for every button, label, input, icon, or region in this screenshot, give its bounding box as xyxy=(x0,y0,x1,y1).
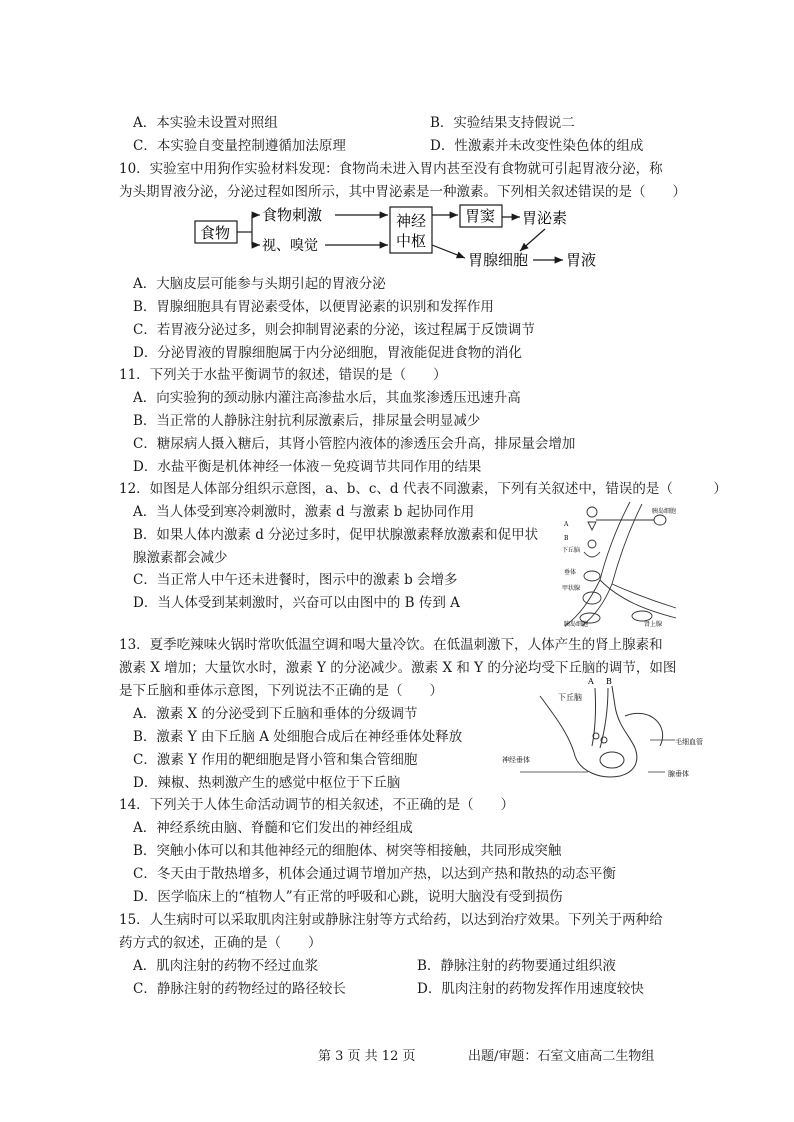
q9-option-a: A．本实验未设置对照组 xyxy=(133,115,278,131)
q12-stem: 12．如图是人体部分组织示意图，a、b、c、d 代表不同激素，下列有关叙述中，错误的是（ ） xyxy=(119,481,727,497)
fig12-label-a: A xyxy=(564,521,569,528)
q14-option-c: C．冬天由于散热增多，机体会通过调节增加产热，以达到产热和散热的动态平衡 xyxy=(133,866,616,882)
q13-option-a: A．激素 X 的分泌受到下丘脑和垂体的分级调节 xyxy=(133,706,418,722)
q10-flow-diagram xyxy=(190,203,610,273)
q12-option-b-line2: 腺激素都会减少 xyxy=(133,550,228,566)
q10-option-c: C．若胃液分泌过多，则会抑制胃泌素的分泌，该过程属于反馈调节 xyxy=(133,322,535,338)
fig13-label-b: B xyxy=(606,677,612,686)
q9-option-c: C．本实验自变量控制遵循加法原理 xyxy=(133,138,346,154)
center-label-2: 中枢 xyxy=(396,232,427,250)
fig13-hypothalamus: 下丘脑 xyxy=(558,693,582,702)
q11-option-c: C．糖尿病人摄入糖后，其肾小管腔内液体的渗透压会升高，排尿量会增加 xyxy=(133,436,576,452)
q15-stem-line1: 15．人生病时可以采取肌肉注射或静脉注射等方式给药，以达到治疗效果。下列关于两种给 xyxy=(119,912,663,928)
q15-option-b: B．静脉注射的药物要通过组织液 xyxy=(417,958,616,974)
page-number: 第 3 页 共 12 页 xyxy=(318,1049,416,1064)
fig13-neurohypophysis: 神经垂体 xyxy=(502,756,530,764)
q11-option-d: D．水盐平衡是机体神经一体液－免疫调节共同作用的结果 xyxy=(133,459,482,475)
q12-option-a: A．当人体受到寒冷刺激时，激素 d 与激素 b 起协同作用 xyxy=(133,504,475,520)
q13-stem-line2: 激素 X 增加；大量饮水时，激素 Y 的分泌减少。激素 X 和 Y 的分泌均受下丘脑的调节，如图 xyxy=(119,660,677,676)
q13-stem-line3: 是下丘脑和垂体示意图，下列说法不正确的是（ ） xyxy=(119,683,443,699)
q15-stem-line2: 药方式的叙述，正确的是（ ） xyxy=(119,935,322,951)
q12-option-b-line1: B．如果人体内激素 d 分泌过多时，促甲状腺激素释放激素和促甲状 xyxy=(133,527,539,543)
q10-stem-line1: 10．实验室中用狗作实验材料发现：食物尚未进入胃内甚至没有食物就可引起胃液分泌，称 xyxy=(119,161,663,177)
q10-option-b: B．胃腺细胞具有胃泌素受体，以便胃泌素的识别和发挥作用 xyxy=(133,299,494,315)
fig13-label-a: A xyxy=(588,677,594,686)
q10-option-a: A．大脑皮层可能参与头期引起的胃液分泌 xyxy=(133,276,386,292)
fig12-label-b: B xyxy=(564,535,569,542)
q15-option-c: C．静脉注射的药物经过的路径较长 xyxy=(133,981,346,997)
fig12-pituitary: 垂体 xyxy=(564,569,577,576)
q14-option-d: D．医学临床上的“植物人”有正常的呼吸和心跳，说明大脑没有受到损伤 xyxy=(133,889,563,905)
q13-option-d: D．辣椒、热刺激产生的感觉中枢位于下丘脑 xyxy=(133,775,401,791)
fig13-adenohypophysis: 腺垂体 xyxy=(668,770,689,778)
fig12-pancreas: 胰岛细胞 xyxy=(564,621,589,628)
sight-smell-label: 视、嗅觉 xyxy=(262,238,318,254)
q11-option-b: B．当正常的人静脉注射抗利尿激素后，排尿量会明显减少 xyxy=(133,413,481,429)
q14-stem: 14．下列关于人体生命活动调节的相关叙述，不正确的是（ ） xyxy=(119,797,515,813)
gland-cell-label: 胃腺细胞 xyxy=(468,251,529,269)
q14-option-a: A．神经系统由脑、脊髓和它们发出的神经组成 xyxy=(133,820,413,836)
q12-tissue-figure xyxy=(560,500,680,628)
q12-option-d: D．当人体受到某刺激时，兴奋可以由图中的 B 传到 A xyxy=(133,595,460,611)
q9-option-b: B．实验结果支持假说二 xyxy=(430,115,575,131)
q12-option-c: C．当正常人中午还未进餐时，图示中的激素 b 会增多 xyxy=(133,572,458,588)
center-label-1: 神经 xyxy=(396,212,427,230)
q13-option-c: C．激素 Y 作用的靶细胞是肾小管和集合管细胞 xyxy=(133,752,418,768)
footer-author: 出题/审题：石室文庙高二生物组 xyxy=(468,1049,655,1064)
gastrin-label: 胃泌素 xyxy=(522,209,568,227)
q10-option-d: D．分泌胃液的胃腺细胞属于内分泌细胞，胃液能促进食物的消化 xyxy=(133,345,522,361)
fig12-thyroid: 甲状腺 xyxy=(562,585,581,592)
q9-option-d: D．性激素并未改变性染色体的组成 xyxy=(430,138,644,154)
q13-pituitary-figure xyxy=(500,676,710,788)
q11-option-a: A．向实验狗的颈动脉内灌注高渗盐水后，其血浆渗透压迅速升高 xyxy=(133,390,521,406)
fig12-adrenal: 肾上腺 xyxy=(644,621,663,628)
fig13-capillary: 毛细血管 xyxy=(675,738,703,746)
q13-stem-line1: 13．夏季吃辣味火锅时常吹低温空调和喝大量冷饮。在低温刺激下，人体产生的肾上腺素和 xyxy=(119,637,663,653)
food-stimulus-label: 食物刺激 xyxy=(262,206,323,224)
antrum-label: 胃窦 xyxy=(465,207,496,225)
q15-option-a: A．肌肉注射的药物不经过血浆 xyxy=(133,958,319,974)
fig12-hypothalamus: 下丘脑 xyxy=(562,547,581,554)
q15-option-d: D．肌肉注射的药物发挥作用速度较快 xyxy=(417,981,644,997)
q14-option-b: B．突触小体可以和其他神经元的细胞体、树突等相接触，共同形成突触 xyxy=(133,843,562,859)
q11-stem: 11．下列关于水盐平衡调节的叙述，错误的是（ ） xyxy=(119,367,447,383)
q10-stem-line2: 为头期胃液分泌，分泌过程如图所示，其中胃泌素是一种激素。下列相关叙述错误的是（ ） xyxy=(119,184,686,200)
gastric-juice-label: 胃液 xyxy=(566,251,597,269)
q13-option-b: B．激素 Y 由下丘脑 A 处细胞合成后在神经垂体处释放 xyxy=(133,729,463,745)
food-label: 食物 xyxy=(200,224,231,242)
fig12-islet: 胰岛细胞 xyxy=(652,508,677,515)
